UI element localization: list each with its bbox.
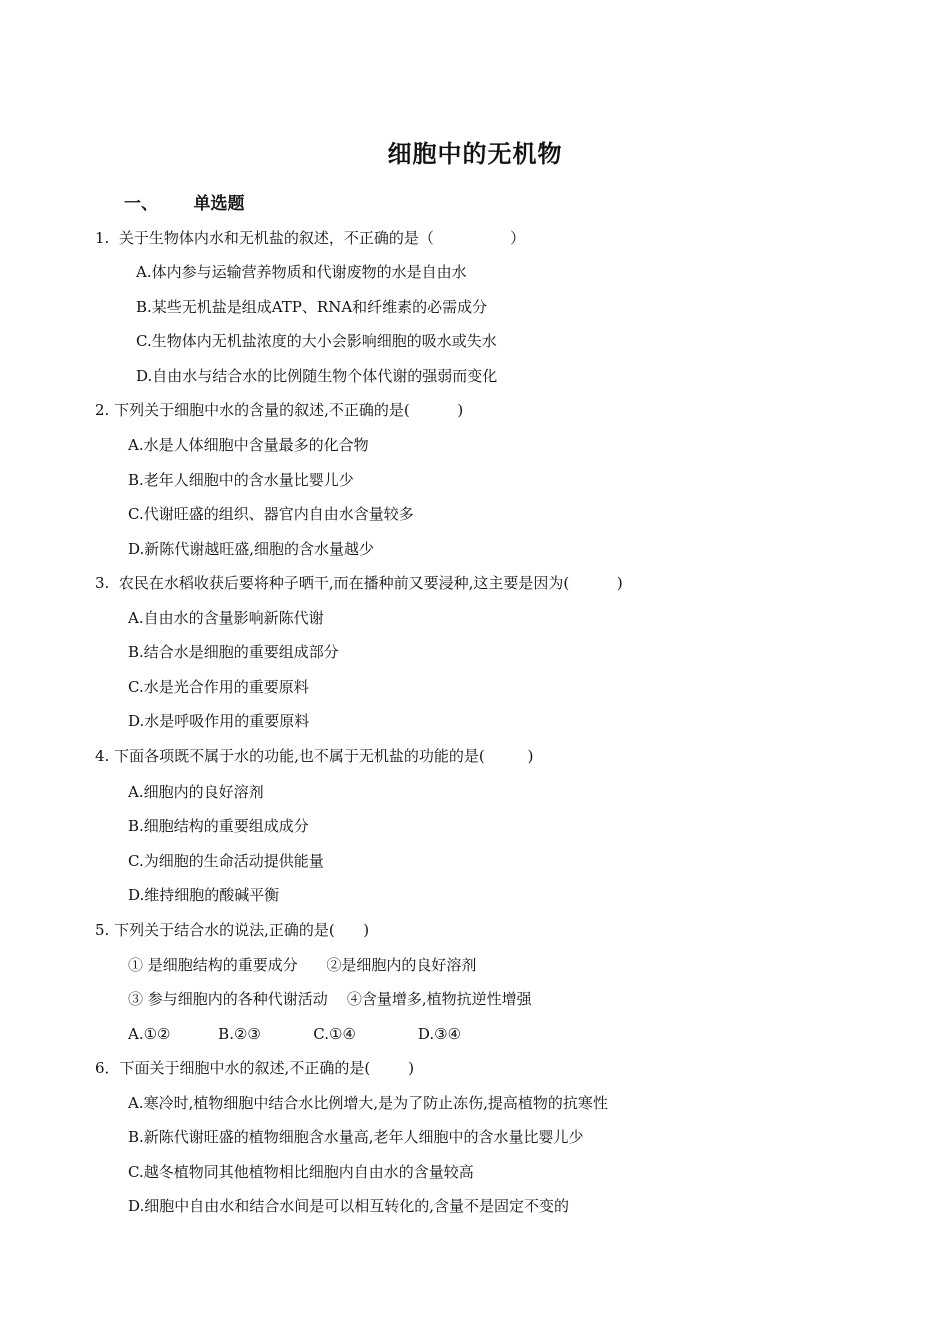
question-4-option-a: A.细胞内的良好溶剂 [128, 783, 264, 801]
question-5-statements-1-2: ① 是细胞结构的重要成分 ②是细胞内的良好溶剂 [128, 956, 477, 974]
question-1-option-b: B.某些无机盐是组成ATP、RNA和纤维素的必需成分 [136, 298, 488, 316]
question-6-option-b: B.新陈代谢旺盛的植物细胞含水量高,老年人细胞中的含水量比婴儿少 [128, 1128, 584, 1146]
question-5-stem: 5. 下列关于结合水的说法,正确的是( ) [95, 921, 370, 939]
question-4-option-c: C.为细胞的生命活动提供能量 [128, 852, 324, 870]
question-3-option-b: B.结合水是细胞的重要组成部分 [128, 643, 339, 661]
question-1-stem: 1. 关于生物体内水和无机盐的叙述，不正确的是（ ） [95, 229, 526, 247]
question-2-stem: 2. 下列关于细胞中水的含量的叙述,不正确的是( ) [95, 401, 464, 419]
question-4-option-b: B.细胞结构的重要组成成分 [128, 817, 309, 835]
question-6-option-c: C.越冬植物同其他植物相比细胞内自由水的含量较高 [128, 1163, 474, 1181]
question-5-statements-3-4: ③ 参与细胞内的各种代谢活动 ④含量增多,植物抗逆性增强 [128, 990, 532, 1008]
section-number: 一、 [124, 194, 158, 214]
section-heading [124, 189, 245, 214]
question-1-option-c: C.生物体内无机盐浓度的大小会影响细胞的吸水或失水 [136, 332, 497, 350]
section-label: 单选题 [193, 194, 245, 214]
question-2-option-c: C.代谢旺盛的组织、器官内自由水含量较多 [128, 505, 414, 523]
question-6-option-d: D.细胞中自由水和结合水间是可以相互转化的,含量不是固定不变的 [128, 1197, 570, 1215]
question-3-option-c: C.水是光合作用的重要原料 [128, 678, 309, 696]
question-2-option-a: A.水是人体细胞中含量最多的化合物 [128, 436, 369, 454]
question-1-option-d: D.自由水与结合水的比例随生物个体代谢的强弱而变化 [136, 367, 498, 385]
question-3-option-d: D.水是呼吸作用的重要原料 [128, 712, 310, 730]
question-3-stem: 3. 农民在水稻收获后要将种子晒干,而在播种前又要浸种,这主要是因为( ) [95, 574, 623, 592]
question-6-option-a: A.寒冷时,植物细胞中结合水比例增大,是为了防止冻伤,提高植物的抗寒性 [128, 1094, 608, 1112]
question-2-option-b: B.老年人细胞中的含水量比婴儿少 [128, 471, 354, 489]
question-1-option-a: A.体内参与运输营养物质和代谢废物的水是自由水 [136, 263, 467, 281]
question-4-stem: 4. 下面各项既不属于水的功能,也不属于无机盐的功能的是( ) [95, 747, 534, 765]
question-2-option-d: D.新陈代谢越旺盛,细胞的含水量越少 [128, 540, 375, 558]
question-3-option-a: A.自由水的含量影响新陈代谢 [128, 609, 324, 627]
question-6-stem: 6．下面关于细胞中水的叙述,不正确的是( ) [95, 1059, 415, 1077]
question-4-option-d: D.维持细胞的酸碱平衡 [128, 886, 280, 904]
question-5-choices: A.①② B.②③ C.①④ D.③④ [128, 1025, 462, 1043]
page-title: 细胞中的无机物 [387, 140, 563, 168]
